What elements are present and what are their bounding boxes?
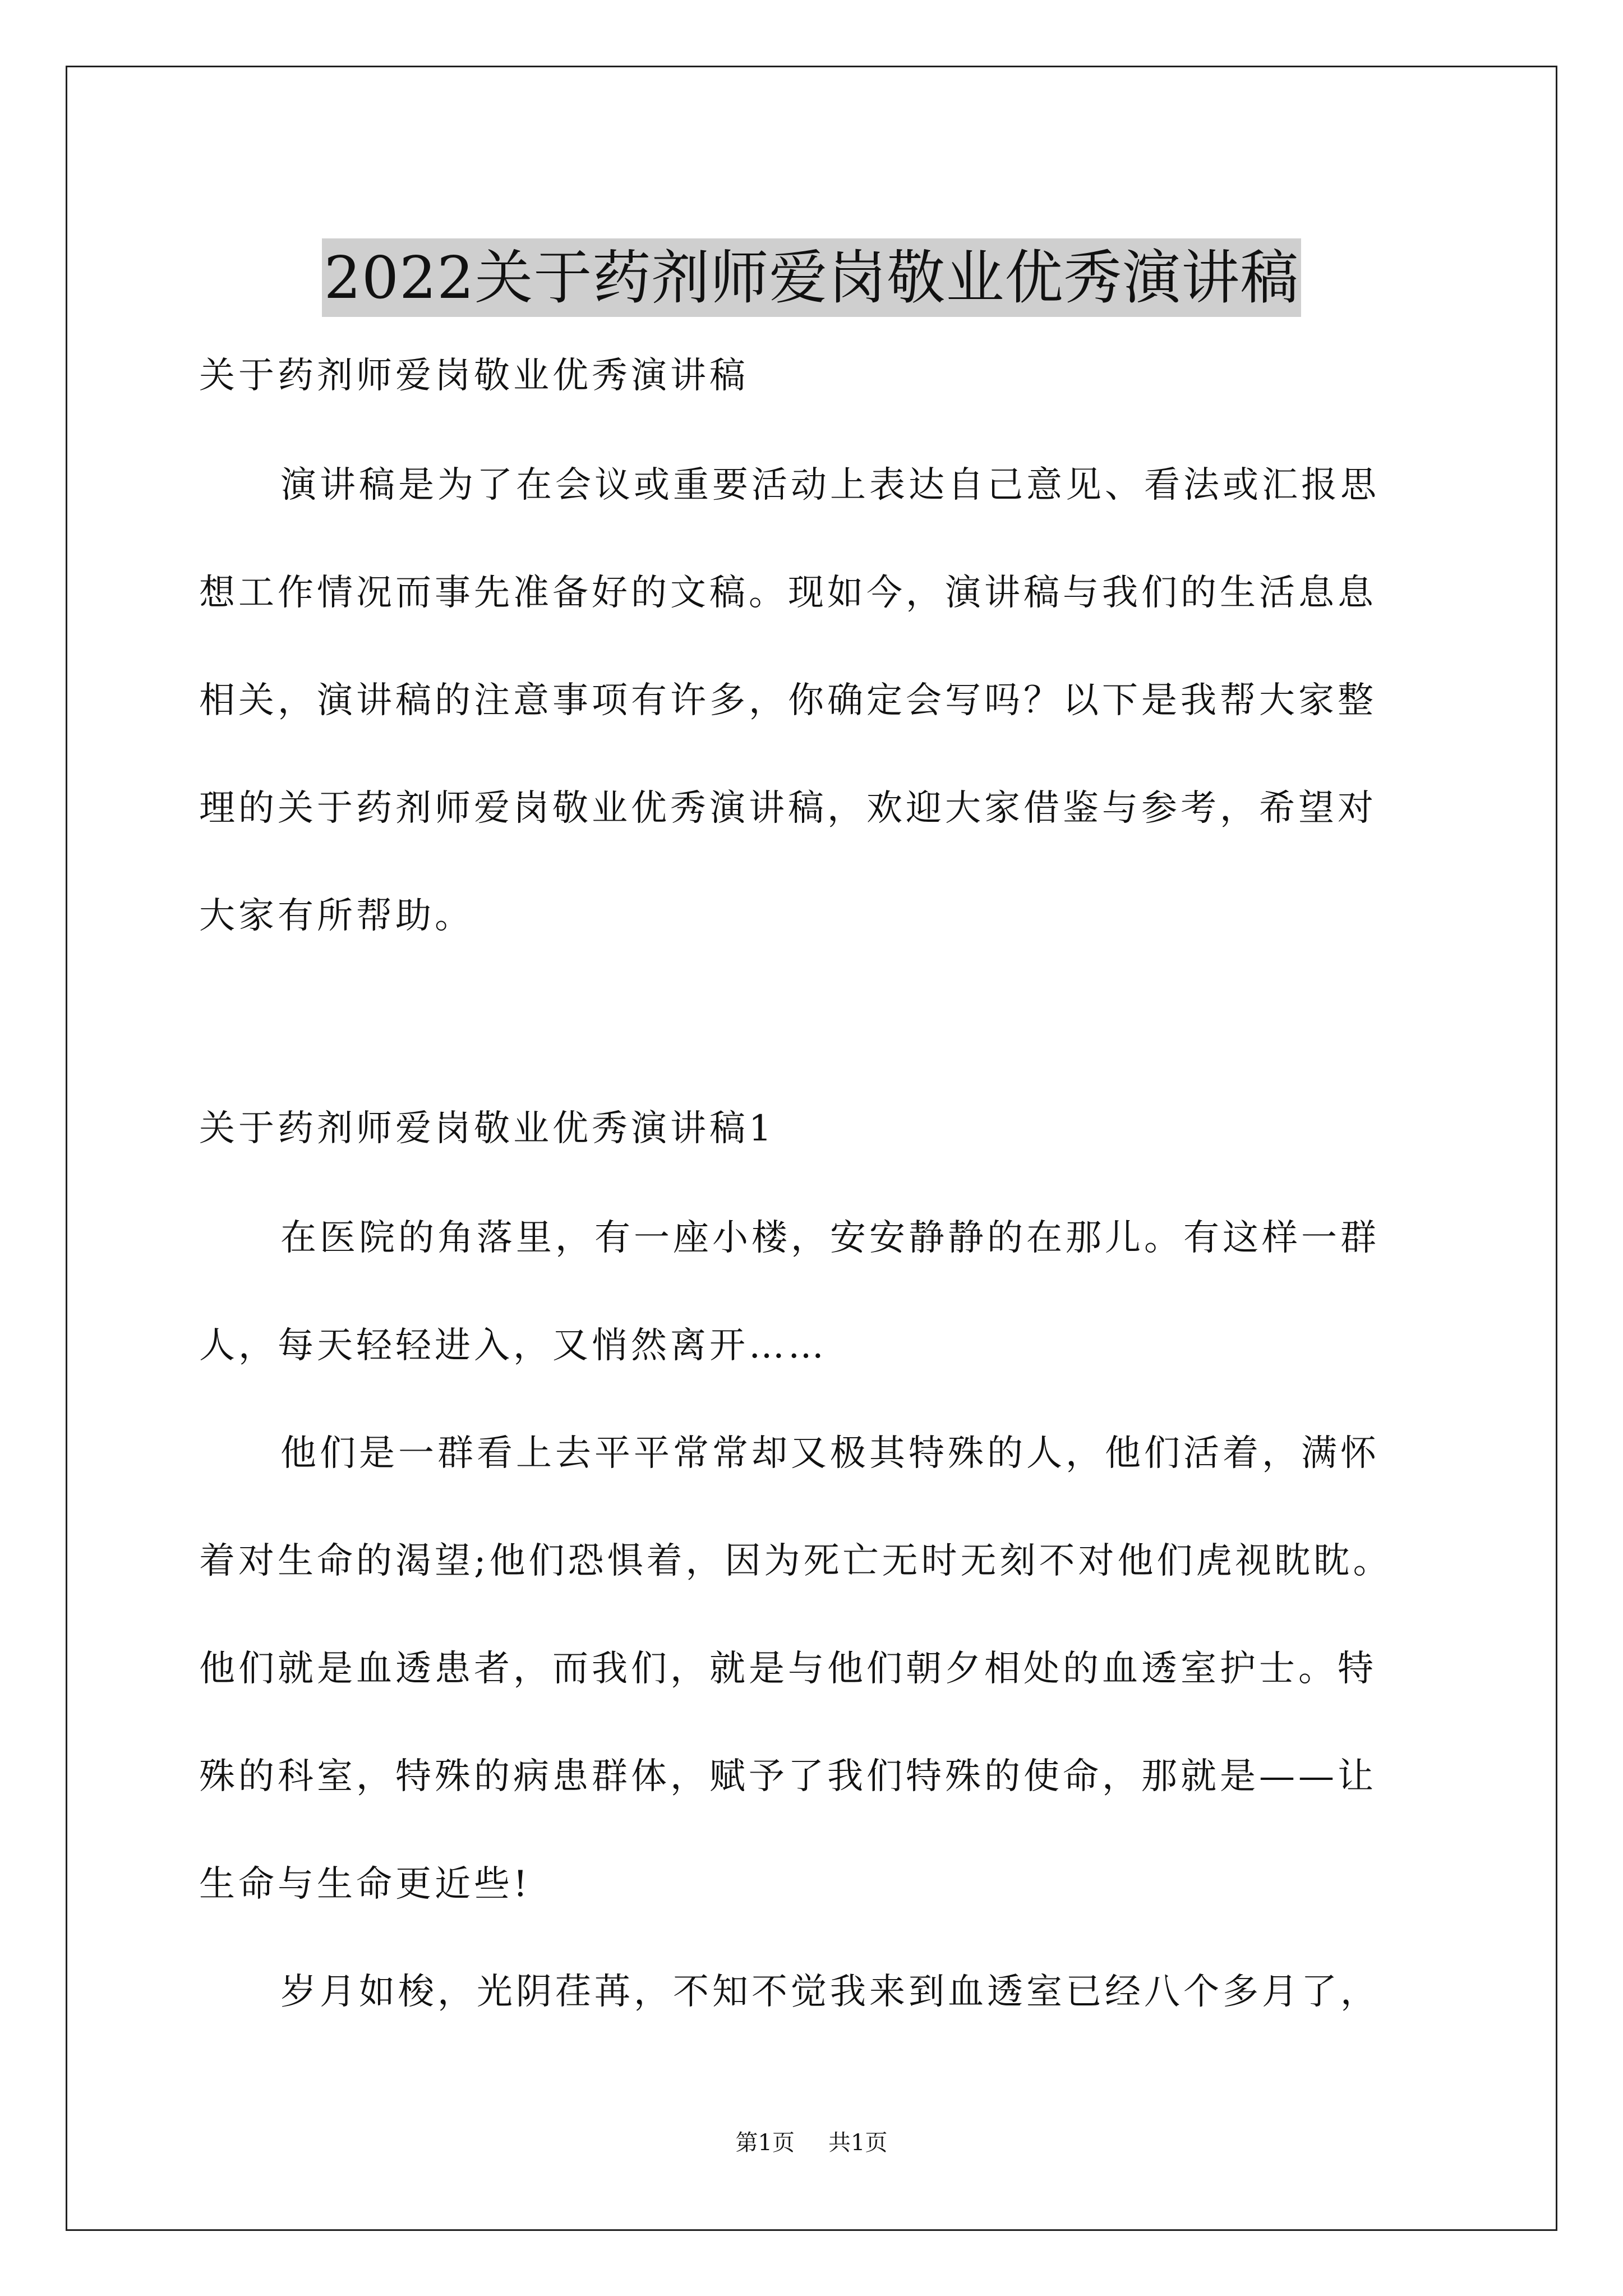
page-footer: [0, 2126, 1623, 2160]
body-line: 他们就是血透患者，而我们，就是与他们朝夕相处的血透室护士。特: [199, 1648, 1377, 1690]
body-line: 人，每天轻轻进入，又悄然离开……: [199, 1325, 827, 1366]
intro-line: 理的关于药剂师爱岗敬业优秀演讲稿，欢迎大家借鉴与参考，希望对: [199, 788, 1377, 829]
body-line: 殊的科室，特殊的病患群体，赋予了我们特殊的使命，那就是——让: [199, 1756, 1377, 1797]
intro-line: 相关，演讲稿的注意事项有许多，你确定会写吗？以下是我帮大家整: [199, 680, 1377, 721]
body-line: 岁月如梭，光阴荏苒，不知不觉我来到血透室已经八个多月了，: [280, 1971, 1380, 2013]
document-title: 2022关于药剂师爱岗敬业优秀演讲稿: [322, 238, 1302, 317]
page-number: 第1页: [735, 2130, 795, 2156]
body-line: 在医院的角落里，有一座小楼，安安静静的在那儿。有这样一群: [280, 1217, 1380, 1259]
title-container: [0, 199, 1623, 356]
section-heading: 关于药剂师爱岗敬业优秀演讲稿1: [199, 1108, 775, 1149]
intro-line: 想工作情况而事先准备好的文稿。现如今，演讲稿与我们的生活息息: [199, 572, 1377, 614]
intro-line: 大家有所帮助。: [199, 895, 474, 937]
document-subtitle: 关于药剂师爱岗敬业优秀演讲稿: [199, 355, 749, 397]
body-line: 着对生命的渴望;他们恐惧着，因为死亡无时无刻不对他们虎视眈眈。: [199, 1540, 1393, 1582]
intro-line: 演讲稿是为了在会议或重要活动上表达自己意见、看法或汇报思: [280, 464, 1380, 506]
body-line: 生命与生命更近些!: [199, 1864, 531, 1905]
body-line: 他们是一群看上去平平常常却又极其特殊的人，他们活着，满怀: [280, 1433, 1380, 1474]
page-total: 共1页: [828, 2130, 888, 2156]
